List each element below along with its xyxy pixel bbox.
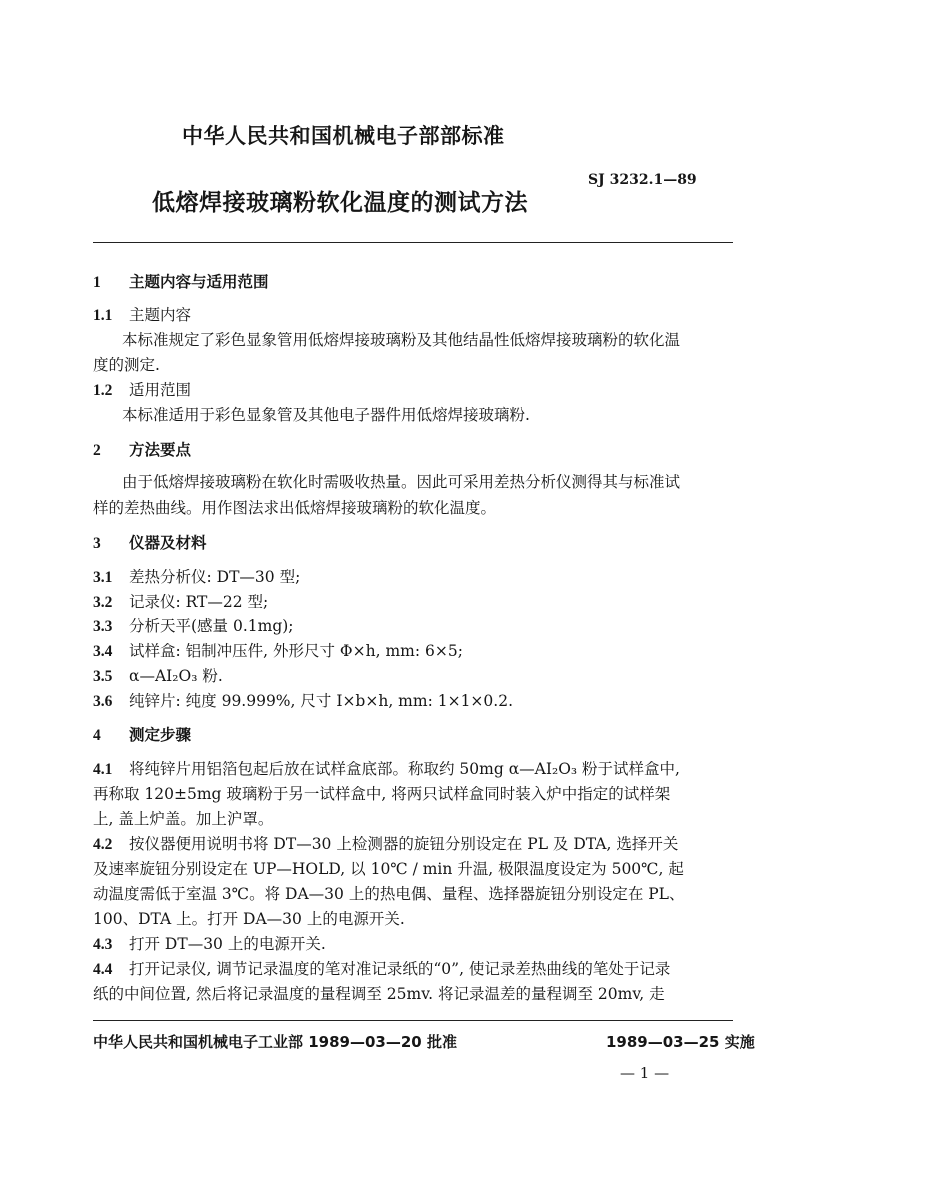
section-2-line-2: 样的差热曲线。用作图法求出低熔焊接玻璃粉的软化温度。 <box>93 499 497 517</box>
page-number: — 1 — <box>620 1064 670 1082</box>
footer-divider <box>93 1020 733 1021</box>
standard-number: SJ 3232.1—89 <box>588 172 697 188</box>
section-1-1-line-1: 本标准规定了彩色显象管用低熔焊接玻璃粉及其他结晶性低熔焊接玻璃粉的软化温 <box>122 331 681 349</box>
paragraph-4-2-line-1: 4.2 按仪器便用说明书将 DT—30 上检测器的旋钮分别设定在 PL 及 DTA, 选择开关 <box>93 835 679 853</box>
paragraph-4-2-line-2: 及速率旋钮分别设定在 UP—HOLD, 以 10℃ / min 升温, 极限温度设定为 500℃, 起 <box>93 860 684 878</box>
section-3-heading: 3 仪器及材料 <box>93 534 207 552</box>
list-item: 3.3 分析天平(感量 0.1mg); <box>93 617 294 635</box>
section-2-heading: 2 方法要点 <box>93 441 192 459</box>
section-1-1-heading: 1.1 主题内容 <box>93 306 192 324</box>
header-divider <box>93 242 733 243</box>
paragraph-4-2-line-3: 动温度需低于室温 3℃。将 DA—30 上的热电偶、量程、选择器旋钮分别设定在 PL、 <box>93 885 685 903</box>
list-item: 3.6 纯锌片: 纯度 99.999%, 尺寸 I×b×h, mm: 1×1×0.2. <box>93 692 513 710</box>
list-item: 3.1 差热分析仪: DT—30 型; <box>93 568 301 586</box>
paragraph-4-1-line-3: 上, 盖上炉盖。加上沪罩。 <box>93 810 274 828</box>
effective-date: 1989—03—25 实施 <box>606 1033 755 1051</box>
paragraph-4-2-line-4: 100、DTA 上。打开 DA—30 上的电源开关. <box>93 910 405 928</box>
list-item: 3.5 α—AI₂O₃ 粉. <box>93 667 223 685</box>
list-item: 3.4 试样盒: 铝制冲压件, 外形尺寸 Φ×h, mm: 6×5; <box>93 642 463 660</box>
section-1-heading: 1 主题内容与适用范围 <box>93 273 269 291</box>
section-1-2-line-1: 本标准适用于彩色显象管及其他电子器件用低熔焊接玻璃粉. <box>122 406 530 424</box>
paragraph-4-1-line-1: 4.1 将纯锌片用铝箔包起后放在试样盒底部。称取约 50mg α—AI₂O₃ 粉于试样盒中, <box>93 760 680 778</box>
issuing-organization: 中华人民共和国机械电子部部标准 <box>182 124 505 148</box>
paragraph-4-4-line-1: 4.4 打开记录仪, 调节记录温度的笔对准记录纸的“0”, 使记录差热曲线的笔处于记录 <box>93 960 671 978</box>
section-2-line-1: 由于低熔焊接玻璃粉在软化时需吸收热量。因此可采用差热分析仪测得其与标准试 <box>122 473 681 491</box>
document-title: 低熔焊接玻璃粉软化温度的测试方法 <box>152 190 528 216</box>
section-4-heading: 4 测定步骤 <box>93 726 192 744</box>
section-1-1-line-2: 度的测定. <box>93 356 160 374</box>
paragraph-4-4-line-2: 纸的中间位置, 然后将记录温度的量程调至 25mv. 将记录温差的量程调至 20mv, 走 <box>93 985 665 1003</box>
list-item: 3.2 记录仪: RT—22 型; <box>93 593 269 611</box>
section-1-2-heading: 1.2 适用范围 <box>93 381 192 399</box>
approval-line: 中华人民共和国机械电子工业部 1989—03—20 批准 <box>93 1033 457 1051</box>
paragraph-4-3-line-1: 4.3 打开 DT—30 上的电源开关. <box>93 935 326 953</box>
paragraph-4-1-line-2: 再称取 120±5mg 玻璃粉于另一试样盒中, 将两只试样盒同时装入炉中指定的试样架 <box>93 785 671 803</box>
